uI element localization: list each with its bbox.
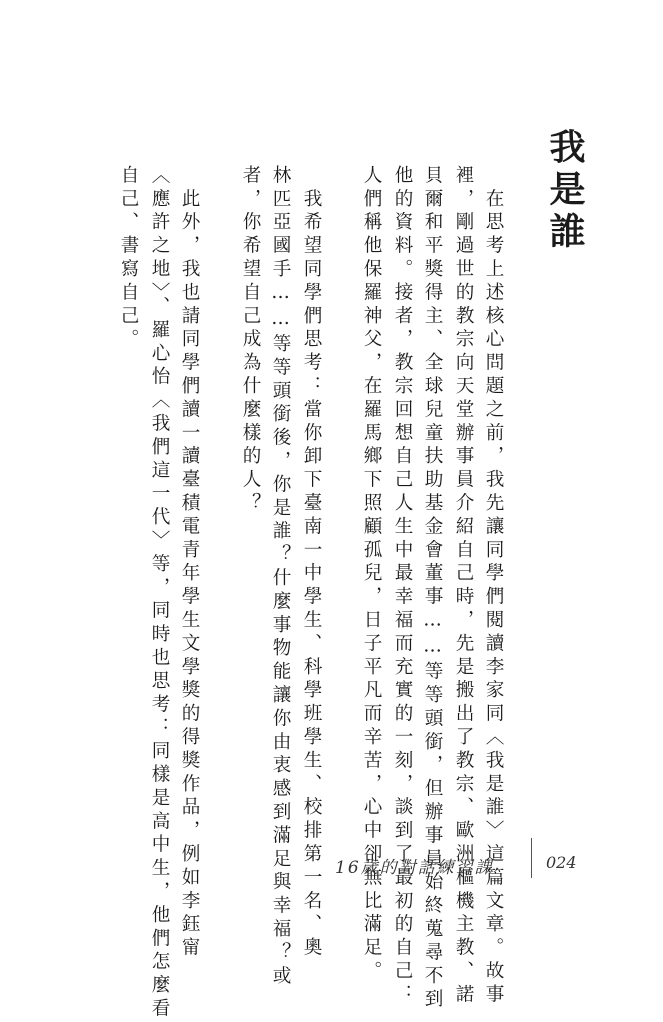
body-column-1: 在思考上述核心問題之前，我先讓同學們閱讀李家同〈我是誰〉這篇文章。故事 [483, 165, 504, 1008]
body-column-5: 人們稱他保羅神父，在羅馬鄉下照顧孤兒，日子平凡而辛苦，心中卻無比滿足。 [361, 165, 382, 984]
page-title: 我是誰 [544, 128, 585, 254]
body-column-7: 林匹亞國手……等等頭銜後，你是誰？什麼事物能讓你由衷感到滿足與幸福？或 [270, 165, 291, 989]
running-footer-title: 16歲的對話練習課 [335, 858, 494, 878]
body-column-2: 裡，剛過世的教宗向天堂辦事員介紹自己時，先是搬出了教宗、歐洲樞機主教、諾 [453, 165, 474, 1008]
body-column-6: 我希望同學們思考：當你卸下臺南一中學生、科學班學生、校排第一名、奧 [301, 165, 322, 961]
body-column-3: 貝爾和平獎得主、全球兒童扶助基金會董事……等等頭銜，但辦事員始終蒐尋不到 [422, 165, 443, 1013]
footer-divider [531, 838, 532, 878]
body-column-4: 他的資料。接者，教宗回想自己人生中最幸福而充實的一刻，談到了最初的自己： [392, 165, 413, 1008]
body-column-11: 自己、書寫自己。 [118, 165, 139, 353]
page-number: 024 [546, 853, 577, 872]
body-column-10: 〈應許之地〉、羅心怡〈我們這一代〉等，同時也思考：同樣是高中生，他們怎麼看 [149, 165, 170, 1022]
body-column-9: 此外，我也請同學們讀一讀臺積電青年學生文學獎的得獎作品，例如李鈺甯 [179, 165, 200, 961]
body-column-8: 者，你希望自己成為什麼樣的人？ [240, 165, 261, 516]
